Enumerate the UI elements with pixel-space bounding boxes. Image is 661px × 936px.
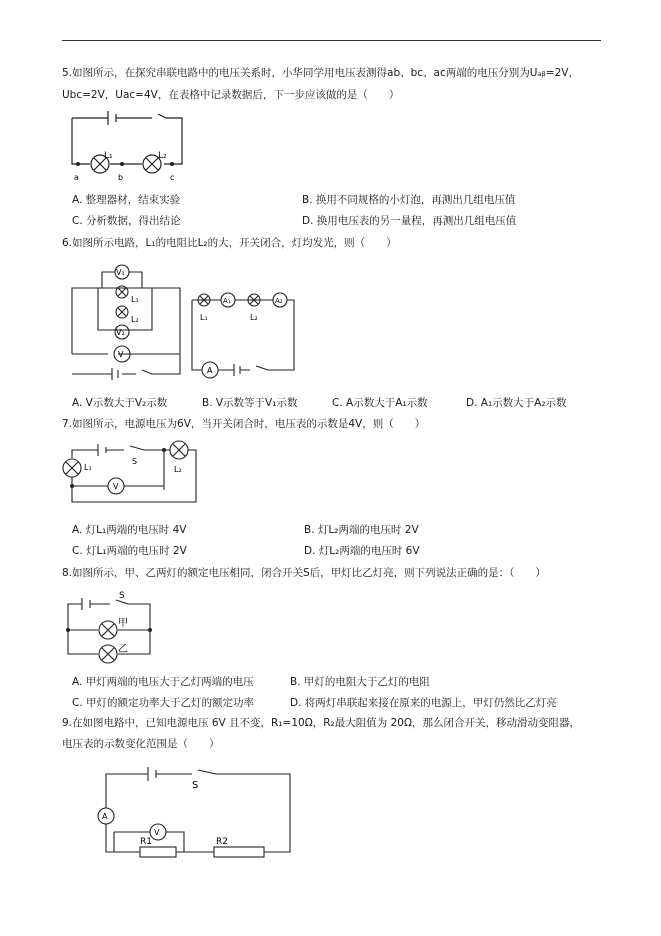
q7-option-c[interactable]: C. 灯L₁两端的电压时 2V	[72, 545, 187, 557]
q7-option-a[interactable]: A. 灯L₁两端的电压时 4V	[72, 524, 187, 536]
q9-stem-line2: 电压表的示数变化范围是（ ）	[62, 738, 220, 750]
q8-option-b[interactable]: B. 甲灯的电阻大于乙灯的电阻	[290, 676, 430, 688]
q6-option-a[interactable]: A. V示数大于V₂示数	[72, 397, 168, 409]
q6-fig-label: L₂	[131, 315, 139, 324]
q6-option-d[interactable]: D. A₁示数大于A₂示数	[466, 397, 567, 409]
q7-option-b[interactable]: B. 灯L₂两端的电压时 2V	[304, 524, 419, 536]
q9-stem-line1: 9.在如图电路中，已知电源电压 6V 且不变，R₁=10Ω，R₂最大阻值为 20Ω，那么闭合开关，移动滑动变阻器，	[62, 717, 580, 729]
q8-option-d[interactable]: D. 将两灯串联起来接在原来的电源上，甲灯仍然比乙灯亮	[290, 697, 557, 709]
q6-circuit-right	[188, 286, 300, 384]
q7-fig-label: S	[132, 457, 138, 466]
q5-fig-label: c	[170, 173, 175, 182]
q8-circuit-diagram	[62, 588, 162, 666]
q8-stem: 8.如图所示，甲、乙两灯的额定电压相同，闭合开关S后，甲灯比乙灯亮，则下列说法正确的是：（ ）	[62, 567, 546, 579]
q5-fig-label: b	[118, 173, 124, 182]
q7-option-d[interactable]: D. 灯L₂两端的电压时 6V	[304, 545, 420, 557]
q7-fig-label: L₂	[174, 465, 182, 474]
q6-stem: 6.如图所示电路，L₁的电阻比L₂的大，开关闭合，灯均发光，则（ ）	[62, 237, 397, 249]
q7-fig-label: L₁	[84, 463, 92, 472]
q5-option-a[interactable]: A. 整理器材，结束实验	[72, 194, 181, 206]
q9-fig-label: R2	[216, 837, 228, 847]
q7-circuit-diagram	[60, 440, 200, 510]
q6-fig-label: V₁	[116, 268, 125, 277]
q6-fig-label: L₁	[200, 313, 208, 322]
q8-option-c[interactable]: C. 甲灯的额定功率大于乙灯的额定功率	[72, 697, 255, 709]
q5-fig-label: a	[74, 173, 79, 182]
q6-fig-label: V₂	[116, 328, 125, 337]
q5-stem-line2: Ubc=2V，Uac=4V，在表格中记录数据后，下一步应该做的是（ ）	[62, 89, 400, 101]
q8-fig-label: S	[119, 591, 125, 601]
q9-fig-label: R1	[140, 837, 152, 847]
q8-fig-label: 甲	[118, 618, 128, 629]
q6-fig-label: A₂	[275, 297, 283, 305]
q9-fig-label: A	[102, 812, 108, 821]
q6-fig-label: V	[118, 350, 124, 359]
q7-stem: 7.如图所示，电源电压为6V，当开关闭合时，电压表的示数是4V，则（ ）	[62, 418, 426, 430]
q5-option-d[interactable]: D. 换用电压表的另一量程，再测出几组电压值	[302, 215, 517, 227]
q8-fig-label: 乙	[118, 644, 128, 655]
q9-circuit-diagram	[96, 762, 296, 862]
q5-fig-label: L₂	[158, 151, 167, 161]
q5-circuit-diagram	[64, 108, 194, 184]
q6-fig-label: L₁	[131, 295, 139, 304]
q5-option-c[interactable]: C. 分析数据，得出结论	[72, 215, 181, 227]
q7-fig-label: V	[113, 482, 119, 491]
q6-circuit-left	[66, 258, 184, 384]
q6-option-c[interactable]: C. A示数大于A₁示数	[332, 397, 428, 409]
q9-fig-label: S	[192, 780, 199, 791]
q5-stem-line1: 5.如图所示，在探究串联电路中的电压关系时，小华同学用电压表测得ab、bc、ac两端的电压分别为Uₐᵦ=2V，	[62, 67, 579, 79]
q9-fig-label: V	[154, 828, 160, 837]
q8-option-a[interactable]: A. 甲灯两端的电压大于乙灯两端的电压	[72, 676, 254, 688]
q6-fig-label: A	[207, 366, 213, 375]
q6-option-b[interactable]: B. V示数等于V₁示数	[202, 397, 298, 409]
q6-fig-label: A₁	[223, 297, 231, 305]
q6-fig-label: L₂	[250, 313, 258, 322]
q5-fig-label: L₁	[104, 151, 113, 161]
q5-option-b[interactable]: B. 换用不同规格的小灯泡，再测出几组电压值	[302, 194, 516, 206]
header-rule	[62, 40, 601, 41]
